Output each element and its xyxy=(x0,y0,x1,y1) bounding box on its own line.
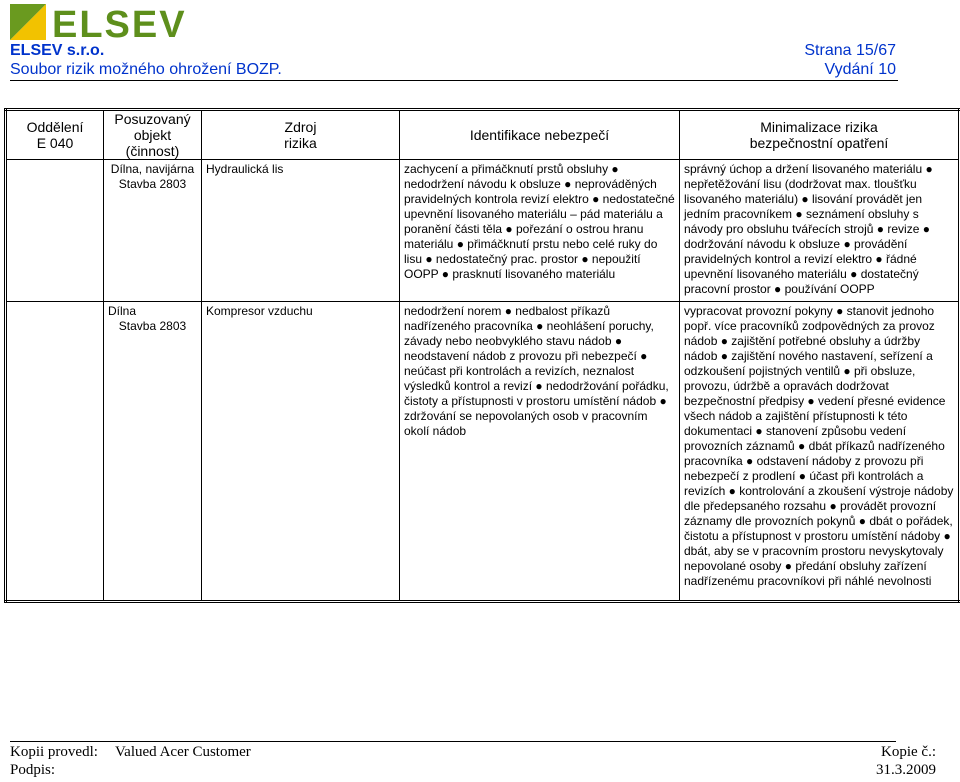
header-minimalizace: Minimalizace rizika bezpečnostní opatření xyxy=(680,110,960,160)
cell-identifikace: nedodržení norem ● nedbalost příkazů nadřízeného pracovníka ● neohlášení poruchy, závady nebo neobvyklého stavu nádob ● neodstavení nádob z provozu při nebezpečí ● neúčast při kontrolách a revizích, neznalost výsledků kontrol a revizí ● nedodržování pořádku, čistoty a přístupnosti v prostoru umístění nádob ● zdržování se nepovolaných osob v pracovním okolí nádob xyxy=(400,302,680,602)
document-title: Soubor rizik možného ohrožení BOZP. xyxy=(10,61,282,78)
cell-objekt: Dílna Stavba 2803 xyxy=(104,302,202,602)
header-zdroj: Zdroj rizika xyxy=(202,110,400,160)
edition: Vydání 10 xyxy=(824,61,896,78)
header-divider xyxy=(10,80,898,81)
footer-copy-made xyxy=(10,744,251,761)
header-right xyxy=(804,41,896,79)
cell-zdroj: Hydraulická lis xyxy=(202,160,400,302)
kopii-value: Valued Acer Customer xyxy=(115,744,251,760)
svg-text:ELSEV: ELSEV xyxy=(52,4,187,40)
footer-date: 31.3.2009 xyxy=(876,762,936,778)
risk-table xyxy=(4,108,960,603)
cell-minimalizace: vypracovat provozní pokyny ● stanovit jednoho popř. více pracovníků zodpovědných za provoz nádob ● zajištění potřebné obsluhy a údržby nádob ● zajištění nového nastavení, seřízení a odzkoušení pojistných ventilů ● při obsluze, provozu, údržbě a opravách dodržovat bezpečnostní předpisy ● vedení přesné evidence všech nádob a zajištění přístupnosti k této dokumentaci ● stanovení způsobu vedení provozních záznamů ● dbát příkazů nadřízeného pracovníka ● odstavení nádoby z provozu při nebezpečí z prodlení ● účast při kontrolách a revizích ● kontrolování a zkoušení výstroje nádoby dle předepsaného rozsahu ● provádět provozní záznamy dle provozních pokynů ● dbát o pořádek, čistotu a přístupnost v prostoru umístění nádoby ● dbát, aby se v pracovním prostoru nevyskytovaly nepovolané osoby ● předání obsluhy zařízení nadřízenému pracovníkovi při náhlé nevolnosti xyxy=(680,302,960,602)
elsev-logo xyxy=(10,4,200,40)
footer-divider xyxy=(10,741,896,742)
cell-oddeleni xyxy=(6,302,104,602)
cell-oddeleni xyxy=(6,160,104,302)
company-name: ELSEV s.r.o. xyxy=(10,42,105,59)
cell-identifikace: zachycení a přimáčknutí prstů obsluhy ● nedodržení návodu k obsluze ● neprováděných pravidelných kontrola revizí elektro ● nedostatečné upevnění lisovaného materiálu – pád materiálu a poranění části těla ● pořezání o ostrou hranu materiálu ● přimáčknutí prstu nebo celé ruky do lisu ● nedostatečný prac. prostor ● nepoužití OOPP ● prasknutí lisovaného materiálu xyxy=(400,160,680,302)
page-number: Strana 15/67 xyxy=(804,42,896,59)
header-left xyxy=(10,41,282,79)
header-oddeleni: Oddělení E 040 xyxy=(6,110,104,160)
table-row xyxy=(6,160,960,302)
cell-zdroj: Kompresor vzduchu xyxy=(202,302,400,602)
footer-copy-number: Kopie č.: xyxy=(881,744,936,760)
header-objekt: Posuzovaný objekt (činnost) xyxy=(104,110,202,160)
table-row xyxy=(6,302,960,602)
table-header-row xyxy=(6,110,960,160)
kopii-label: Kopii provedl: xyxy=(10,744,98,760)
cell-minimalizace: správný úchop a držení lisovaného materiálu ● nepřetěžování lisu (dodržovat max. tloušťku lisovaného materiálu) ● lisování provádět jen jedním pracovníkem ● seznámení obsluhy s návody pro obsluhu tvářecích strojů ● revize ● dodržování návodu k obsluze ● provádění pravidelných kontrol a revizí elektro ● řádné upevnění lisovaného materiálu ● dostatečný pracovní prostor ● používání OOPP xyxy=(680,160,960,302)
footer-signature: Podpis: xyxy=(10,762,56,778)
header-identifikace: Identifikace nebezpečí xyxy=(400,110,680,160)
cell-objekt: Dílna, navijárna Stavba 2803 xyxy=(104,160,202,302)
